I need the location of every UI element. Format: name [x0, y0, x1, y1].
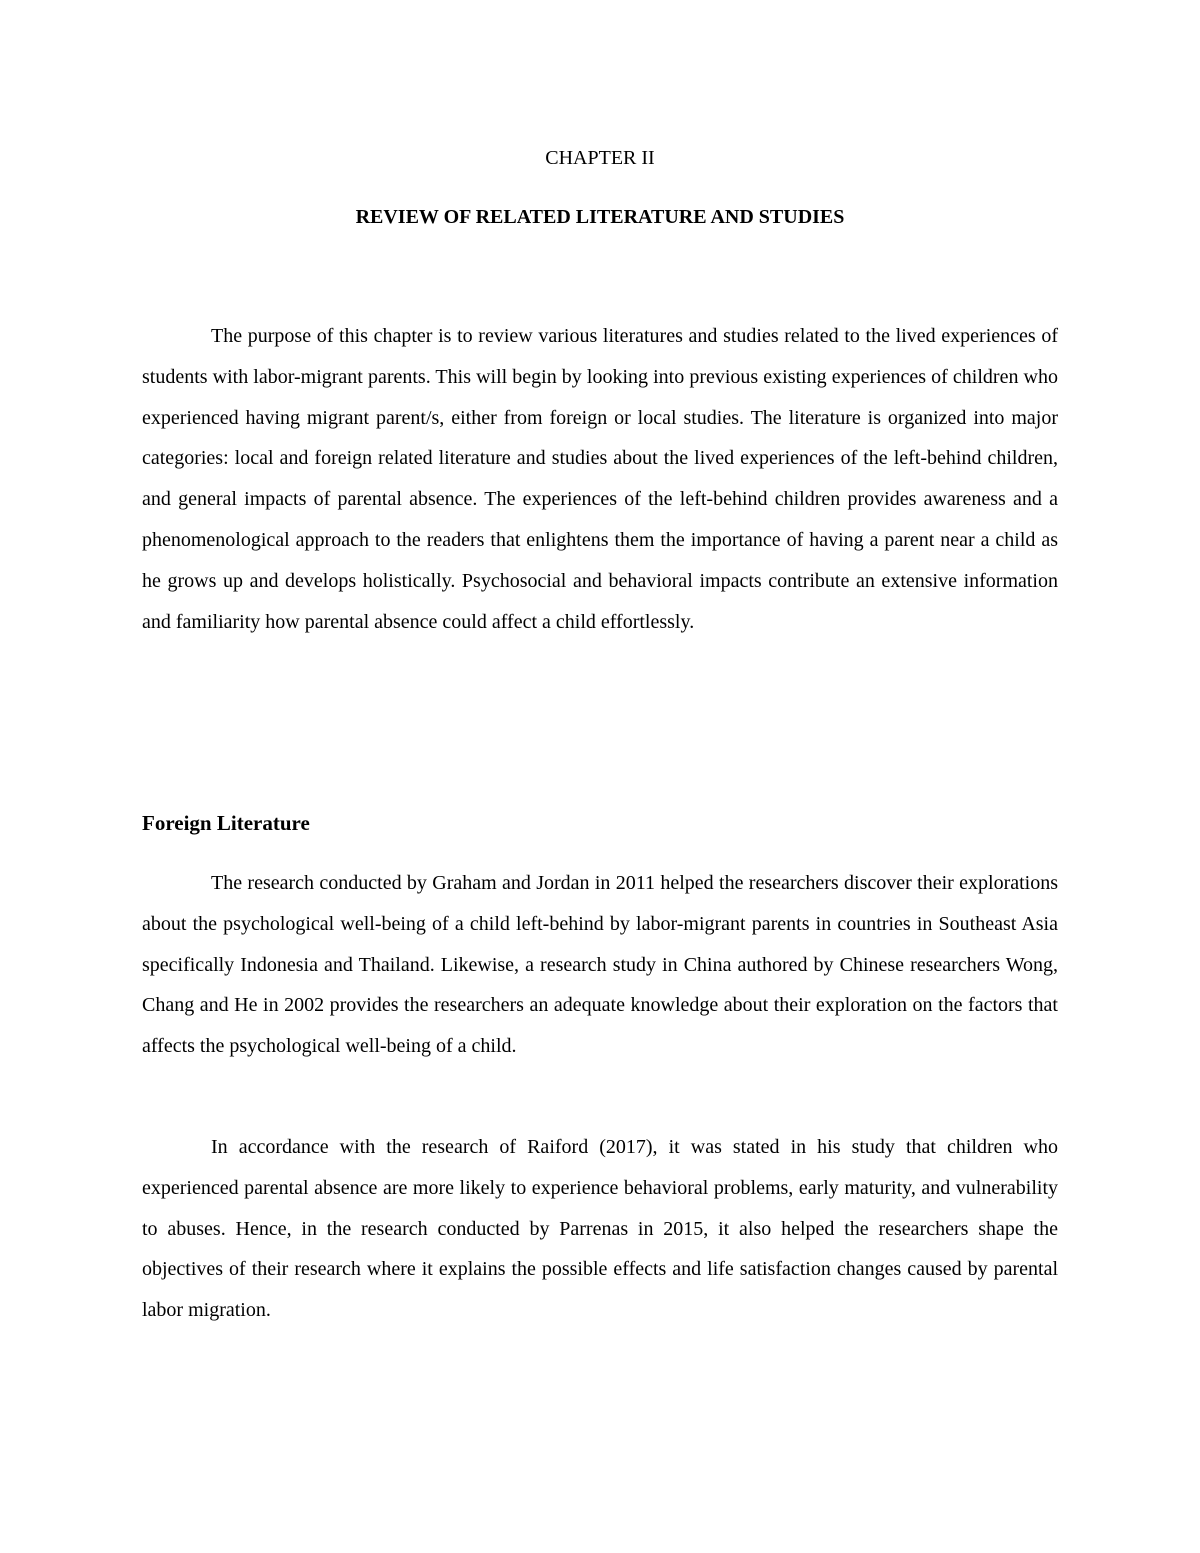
foreign-literature-paragraph: The research conducted by Graham and Jordan in 2011 helped the researchers discover their explorations about the psychological well-being of a child left-behind by labor-migrant parents in countries in Southeast Asia specifically Indonesia and Thailand. Likewise, a research study in China authored by Chinese researchers Wong, Chang and He in 2002 provides the researchers an adequate knowledge about their exploration on the factors that affects the psychological well-being of a child.: [142, 872, 1058, 1058]
chapter-label: CHAPTER II: [545, 147, 655, 169]
section-heading-foreign-literature: Foreign Literature: [142, 811, 310, 835]
intro-paragraph: The purpose of this chapter is to review various literatures and studies related to the lived experiences of students with labor-migrant parents. This will begin by looking into previous existing experiences of children who experienced having migrant parent/s, either from foreign or local studies. The literature is organized into major categories: local and foreign related literature and studies about the lived experiences of the left-behind children, and general impacts of parental absence. The experiences of the left-behind children provides awareness and a phenomenological approach to the readers that enlightens them the importance of having a parent near a child as he grows up and develops holistically. Psychosocial and behavioral impacts contribute an extensive information and familiarity how parental absence could affect a child effortlessly.: [142, 325, 1058, 633]
foreign-literature-paragraph: In accordance with the research of Raiford (2017), it was stated in his study that children who experienced parental absence are more likely to experience behavioral problems, early maturity, and vulnerability to abuses. Hence, in the research conducted by Parrenas in 2015, it also helped the researchers shape the objectives of their research where it explains the possible effects and life satisfaction changes caused by parental labor migration.: [142, 1136, 1058, 1322]
chapter-title: REVIEW OF RELATED LITERATURE AND STUDIES: [355, 206, 845, 228]
